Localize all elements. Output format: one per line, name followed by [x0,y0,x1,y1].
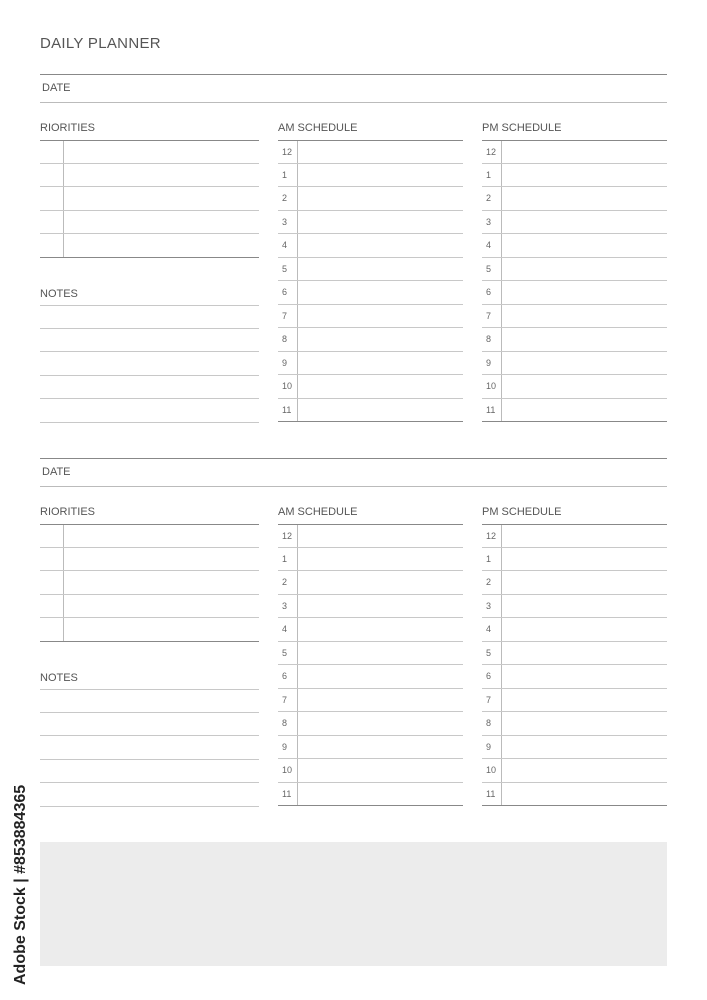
priority-checkbox-cell[interactable] [40,525,64,547]
priorities-list [40,524,259,642]
pm-schedule-row[interactable] [482,211,667,235]
notes-line[interactable] [40,376,259,400]
priority-checkbox-cell[interactable] [40,548,64,571]
hour-label: 2 [278,187,298,210]
hour-label: 6 [278,665,298,688]
hour-label: 3 [278,211,298,234]
pm-schedule-heading: PM SCHEDULE [482,122,562,134]
hour-label: 6 [482,281,502,304]
priority-checkbox-cell[interactable] [40,141,64,163]
am-schedule-row[interactable] [278,642,463,666]
am-schedule-grid [278,524,463,806]
hour-label: 1 [278,164,298,187]
am-schedule-row[interactable] [278,234,463,258]
notes-heading: NOTES [40,288,78,300]
am-schedule-heading: AM SCHEDULE [278,506,358,518]
am-schedule-row[interactable] [278,187,463,211]
hour-label: 1 [278,548,298,571]
notes-line[interactable] [40,305,259,329]
am-schedule-row[interactable] [278,712,463,736]
hour-label: 8 [482,328,502,351]
priority-row[interactable] [40,618,259,642]
hour-label: 8 [482,712,502,735]
am-schedule-row[interactable] [278,375,463,399]
footer-box [40,842,667,966]
priority-checkbox-cell[interactable] [40,211,64,234]
hour-label: 9 [482,352,502,375]
hour-label: 2 [482,187,502,210]
hour-label: 7 [278,305,298,328]
am-schedule-row[interactable] [278,665,463,689]
am-schedule-row[interactable] [278,211,463,235]
priority-checkbox-cell[interactable] [40,618,64,641]
am-schedule-row[interactable] [278,352,463,376]
hour-label: 3 [482,595,502,618]
date-field[interactable] [40,74,667,103]
hour-label: 11 [482,399,502,422]
notes-line[interactable] [40,399,259,423]
hour-label: 12 [278,141,298,163]
hour-label: 12 [482,141,502,163]
priority-checkbox-cell[interactable] [40,187,64,210]
priority-row[interactable] [40,164,259,188]
am-schedule-row[interactable] [278,689,463,713]
pm-schedule-row[interactable] [482,524,667,548]
notes-line[interactable] [40,329,259,353]
hour-label: 1 [482,548,502,571]
pm-schedule-row[interactable] [482,258,667,282]
am-schedule-row[interactable] [278,524,463,548]
planner-section [0,74,707,434]
pm-schedule-row[interactable] [482,234,667,258]
hour-label: 5 [482,642,502,665]
hour-label: 9 [278,352,298,375]
pm-schedule-row[interactable] [482,548,667,572]
priority-checkbox-cell[interactable] [40,595,64,618]
priority-row[interactable] [40,548,259,572]
pm-schedule-row[interactable] [482,352,667,376]
pm-schedule-row[interactable] [482,281,667,305]
hour-label: 10 [278,375,298,398]
pm-schedule-row[interactable] [482,164,667,188]
am-schedule-row[interactable] [278,736,463,760]
hour-label: 5 [482,258,502,281]
hour-label: 1 [482,164,502,187]
pm-schedule-row[interactable] [482,140,667,164]
hour-label: 11 [278,783,298,806]
date-label: DATE [42,82,71,94]
pm-schedule-grid [482,524,667,806]
notes-line[interactable] [40,760,259,784]
priority-row[interactable] [40,140,259,164]
notes-line[interactable] [40,352,259,376]
planner-section [0,458,707,818]
am-schedule-heading: AM SCHEDULE [278,122,358,134]
date-label: DATE [42,466,71,478]
date-field[interactable] [40,458,667,487]
priorities-heading: RIORITIES [40,122,96,134]
am-schedule-row[interactable] [278,399,463,423]
hour-label: 6 [278,281,298,304]
pm-schedule-row[interactable] [482,783,667,807]
priority-row[interactable] [40,571,259,595]
hour-label: 8 [278,328,298,351]
pm-schedule-row[interactable] [482,375,667,399]
am-schedule-row[interactable] [278,164,463,188]
pm-schedule-row[interactable] [482,187,667,211]
priority-checkbox-cell[interactable] [40,571,64,594]
hour-label: 9 [482,736,502,759]
pm-schedule-row[interactable] [482,571,667,595]
hour-label: 10 [482,375,502,398]
am-schedule-row[interactable] [278,595,463,619]
notes-line[interactable] [40,736,259,760]
hour-label: 5 [278,258,298,281]
hour-label: 3 [278,595,298,618]
pm-schedule-row[interactable] [482,712,667,736]
am-schedule-row[interactable] [278,258,463,282]
pm-schedule-heading: PM SCHEDULE [482,506,562,518]
pm-schedule-row[interactable] [482,759,667,783]
pm-schedule-row[interactable] [482,665,667,689]
hour-label: 8 [278,712,298,735]
hour-label: 10 [482,759,502,782]
pm-schedule-row[interactable] [482,689,667,713]
notes-heading: NOTES [40,672,78,684]
hour-label: 12 [278,525,298,547]
am-schedule-row[interactable] [278,281,463,305]
priority-checkbox-cell[interactable] [40,164,64,187]
notes-list [40,689,259,807]
hour-label: 11 [278,399,298,422]
priority-row[interactable] [40,187,259,211]
notes-line[interactable] [40,783,259,807]
pm-schedule-row[interactable] [482,642,667,666]
am-schedule-row[interactable] [278,783,463,807]
pm-schedule-row[interactable] [482,736,667,760]
hour-label: 12 [482,525,502,547]
priorities-heading: RIORITIES [40,506,96,518]
hour-label: 7 [482,305,502,328]
hour-label: 6 [482,665,502,688]
pm-schedule-row[interactable] [482,328,667,352]
pm-schedule-row[interactable] [482,618,667,642]
hour-label: 10 [278,759,298,782]
priority-row[interactable] [40,595,259,619]
hour-label: 4 [278,618,298,641]
notes-line[interactable] [40,713,259,737]
pm-schedule-row[interactable] [482,305,667,329]
am-schedule-row[interactable] [278,618,463,642]
am-schedule-row[interactable] [278,305,463,329]
am-schedule-row[interactable] [278,759,463,783]
hour-label: 5 [278,642,298,665]
priority-checkbox-cell[interactable] [40,234,64,257]
am-schedule-row[interactable] [278,140,463,164]
priority-row[interactable] [40,524,259,548]
am-schedule-row[interactable] [278,328,463,352]
hour-label: 4 [482,234,502,257]
page-title: DAILY PLANNER [40,35,161,52]
hour-label: 7 [482,689,502,712]
pm-schedule-grid [482,140,667,422]
notes-line[interactable] [40,689,259,713]
hour-label: 7 [278,689,298,712]
hour-label: 4 [482,618,502,641]
hour-label: 11 [482,783,502,806]
hour-label: 4 [278,234,298,257]
hour-label: 2 [482,571,502,594]
am-schedule-row[interactable] [278,571,463,595]
hour-label: 9 [278,736,298,759]
priority-row[interactable] [40,211,259,235]
stock-watermark-id: Adobe Stock | #853884365 [12,784,29,985]
pm-schedule-row[interactable] [482,595,667,619]
am-schedule-grid [278,140,463,422]
priority-row[interactable] [40,234,259,258]
notes-list [40,305,259,423]
priorities-list [40,140,259,258]
hour-label: 2 [278,571,298,594]
hour-label: 3 [482,211,502,234]
am-schedule-row[interactable] [278,548,463,572]
pm-schedule-row[interactable] [482,399,667,423]
